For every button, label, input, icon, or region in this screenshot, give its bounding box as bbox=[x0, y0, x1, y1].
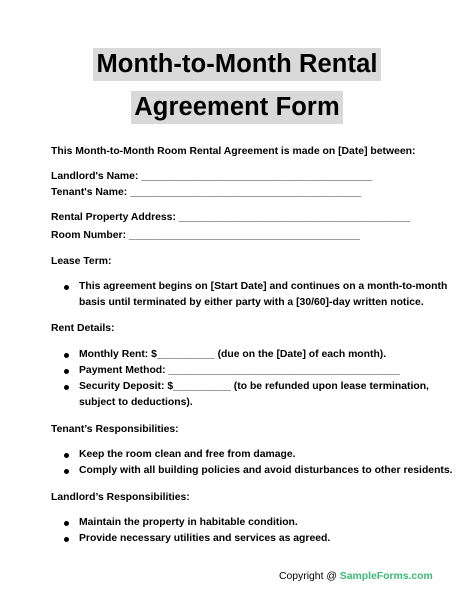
bullet-dot bbox=[64, 521, 69, 526]
document-title-line-1: Month-to-Month Rental bbox=[93, 48, 380, 81]
title-line-2 bbox=[0, 91, 474, 124]
security-deposit-item-line-1: Security Deposit: $__________ (to be refunded upon lease termination, bbox=[79, 381, 429, 392]
document-title-line-2: Agreement Form bbox=[131, 91, 342, 124]
intro-text: This Month-to-Month Room Rental Agreement is made on [Date] between: bbox=[51, 146, 416, 157]
bullet-dot bbox=[64, 385, 69, 390]
bullet-dot bbox=[64, 469, 69, 474]
bullet-dot bbox=[64, 537, 69, 542]
title-line-1 bbox=[0, 48, 474, 81]
lease-term-bullet-line-2: basis until terminated by either party with a [30/60]-day written notice. bbox=[79, 297, 424, 308]
bullet-dot bbox=[64, 353, 69, 358]
lease-term-bullet-line-1: This agreement begins on [Start Date] and continues on a month-to-month bbox=[79, 281, 448, 292]
bullet-dot bbox=[64, 369, 69, 374]
bullet-dot bbox=[64, 453, 69, 458]
tenant-name-field: Tenant's Name: ________________________________________ bbox=[51, 187, 362, 198]
security-deposit-item-line-2: subject to deductions). bbox=[79, 397, 193, 408]
bullet-dot bbox=[64, 285, 69, 290]
payment-method-item: Payment Method: ________________________________________ bbox=[79, 365, 400, 376]
tenant-responsibility-item: Keep the room clean and free from damage. bbox=[79, 449, 296, 460]
property-address-field: Rental Property Address: ________________________________________ bbox=[51, 212, 410, 223]
monthly-rent-item: Monthly Rent: $__________ (due on the [Date] of each month). bbox=[79, 349, 387, 360]
lease-term-heading: Lease Term: bbox=[51, 256, 112, 267]
landlord-responsibility-item: Provide necessary utilities and services as agreed. bbox=[79, 533, 331, 544]
landlord-name-field: Landlord's Name: ________________________________________ bbox=[51, 171, 373, 182]
rent-details-heading: Rent Details: bbox=[51, 323, 115, 334]
copyright-footer bbox=[279, 570, 433, 584]
copyright-prefix: Copyright @ bbox=[279, 571, 340, 582]
room-number-field: Room Number: ________________________________________ bbox=[51, 230, 361, 241]
tenant-responsibility-item: Comply with all building policies and avoid disturbances to other residents. bbox=[79, 465, 453, 476]
tenant-responsibilities-heading: Tenant’s Responsibilities: bbox=[51, 424, 179, 435]
brand-link[interactable]: SampleForms.com bbox=[339, 571, 433, 582]
landlord-responsibilities-heading: Landlord’s Responsibilities: bbox=[51, 492, 190, 503]
landlord-responsibility-item: Maintain the property in habitable condition. bbox=[79, 517, 298, 528]
